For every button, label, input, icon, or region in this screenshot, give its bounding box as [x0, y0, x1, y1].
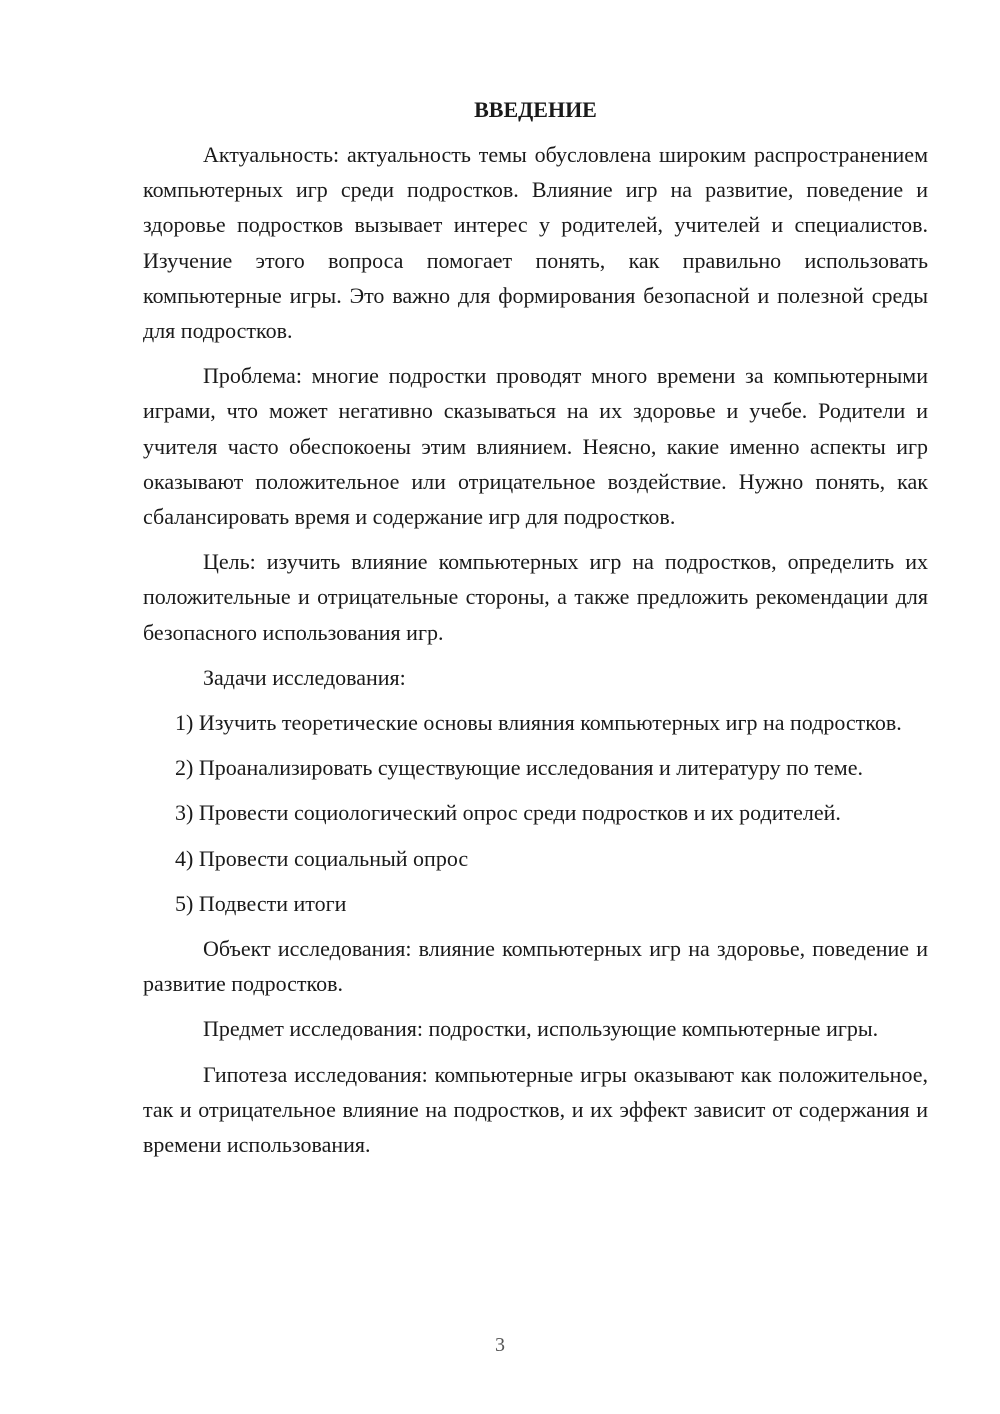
problem-paragraph: Проблема: многие подростки проводят много времени за компьютерными играми, что может негативно сказываться на их здоровье и учебе. Родители и учителя часто обеспокоены этим влиянием. Неясно, какие именно аспекты игр оказывают положительное или отрицательное воздействие. Нужно понять, как сбалансировать время и содержание игр для подростков.	[143, 363, 928, 530]
page-title: ВВЕДЕНИЕ	[474, 97, 597, 122]
relevance-paragraph: Актуальность: актуальность темы обусловлена широким распространением компьютерных игр среди подростков. Влияние игр на развитие, поведение и здоровье подростков вызывает интерес у родителей, учителей и специалистов. Изучение этого вопроса помогает понять, как правильно использовать компьютерные игры. Это важно для формирования безопасной и полезной среды для подростков.	[143, 142, 928, 344]
subject-paragraph: Предмет исследования: подростки, использующие компьютерные игры.	[203, 1016, 879, 1042]
tasks-heading: Задачи исследования:	[203, 664, 406, 690]
hypothesis-paragraph: Гипотеза исследования: компьютерные игры оказывают как положительное, так и отрицательное влияние на подростков, и их эффект зависит от содержания и времени использования.	[143, 1061, 928, 1158]
task-item-5: 5) Подвести итоги	[175, 890, 347, 916]
page-number: 3	[495, 1334, 505, 1356]
goal-paragraph: Цель: изучить влияние компьютерных игр на подростков, определить их положительные и отрицательные стороны, а также предложить рекомендации для безопасного использования игр.	[143, 549, 928, 645]
object-paragraph: Объект исследования: влияние компьютерных игр на здоровье, поведение и развитие подростков.	[143, 936, 928, 997]
task-item-2: 2) Проанализировать существующие исследования и литературу по теме.	[175, 755, 863, 781]
task-item-3: 3) Провести социологический опрос среди подростков и их родителей.	[175, 800, 841, 826]
page-content	[143, 95, 928, 1172]
task-item-4: 4) Провести социальный опрос	[175, 845, 469, 871]
task-item-1: 1) Изучить теоретические основы влияния компьютерных игр на подростков.	[175, 710, 902, 736]
